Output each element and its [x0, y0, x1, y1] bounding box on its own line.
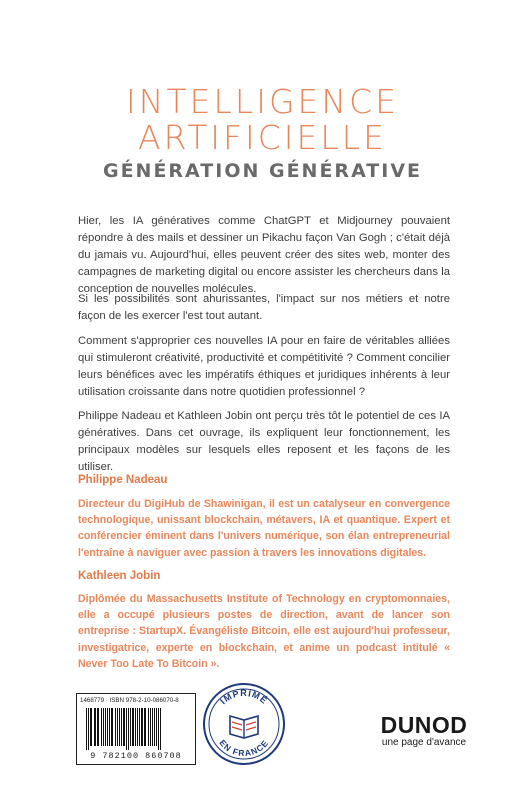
seal-bottom-text: EN FRANCE — [217, 737, 271, 759]
author-bio-jobin: Diplômée du Massachusetts Institute of Technology en cryptomonnaies, elle a occupé plusieurs postes de direction, avant de lancer son entreprise : StartupX. Évangéliste Bitcoin, elle est aujourd'hui professeur, investigatrice, experte en blockchain, et anime un podcast intitulé « Never Too Late To Bitcoin ». — [78, 593, 450, 670]
barcode-digits: 9 782100 860708 — [90, 751, 182, 761]
seal-top-text: IMPRIMÉ — [218, 688, 270, 707]
imprime-en-france-seal — [202, 682, 286, 766]
paragraph-impact: Si les possibilités sont ahurissantes, l'impact sur nos métiers et notre façon de les exercer l'est tout autant. — [78, 293, 450, 322]
barcode — [76, 693, 196, 765]
publisher-tagline: une page d'avance — [381, 737, 467, 748]
title-line-2: ARTIFICIELLE — [138, 118, 387, 157]
author-name-jobin: Kathleen Jobin — [78, 570, 161, 582]
title-line-1: INTELLIGENCE — [126, 82, 399, 121]
barcode-bars — [86, 708, 186, 750]
paragraph-questions: Comment s'approprier ces nouvelles IA pour en faire de véritables alliées qui stimuleront créativité, productivité et compétitivité ? Comment concilier leurs bénéfices avec les impératifs éthiques et juridiques inhérents à leur utilisation croissante dans notre quotidien professionnel ? — [78, 335, 450, 398]
isbn-label: 1468779 · ISBN 978-2-10-086070-8 — [80, 697, 179, 704]
publisher-name: DUNOD — [380, 712, 468, 738]
author-bio-nadeau: Directeur du DigiHub de Shawinigan, il est un catalyseur en convergence technologique, unissant blockchain, métavers, IA et quantique. Expert et conférencier éminent dans l'univers numérique, son élan entrepreneurial l'entraîne à naviguer avec passion à travers les innovations digitales. — [78, 498, 450, 559]
paragraph-authors-intro: Philippe Nadeau et Kathleen Jobin ont perçu très tôt le potentiel de ces IA génératives. Dans cet ouvrage, ils expliquent leur fonctionnement, les principaux modèles sur lesquels elles reposent et les façons de les utiliser. — [78, 410, 450, 473]
publisher-logo — [376, 713, 472, 749]
subtitle: GÉNÉRATION GÉNÉRATIVE — [102, 160, 423, 182]
author-name-nadeau: Philippe Nadeau — [78, 474, 168, 486]
paragraph-intro: Hier, les IA génératives comme ChatGPT et Midjourney pouvaient répondre à des mails et dessiner un Pikachu façon Van Gogh ; c'était déjà du jamais vu. Aujourd'hui, elles peuvent créer des sites web, monter des campagnes de marketing digital ou encore assister les chercheurs dans la conception de nouvelles molécules. — [78, 215, 450, 295]
